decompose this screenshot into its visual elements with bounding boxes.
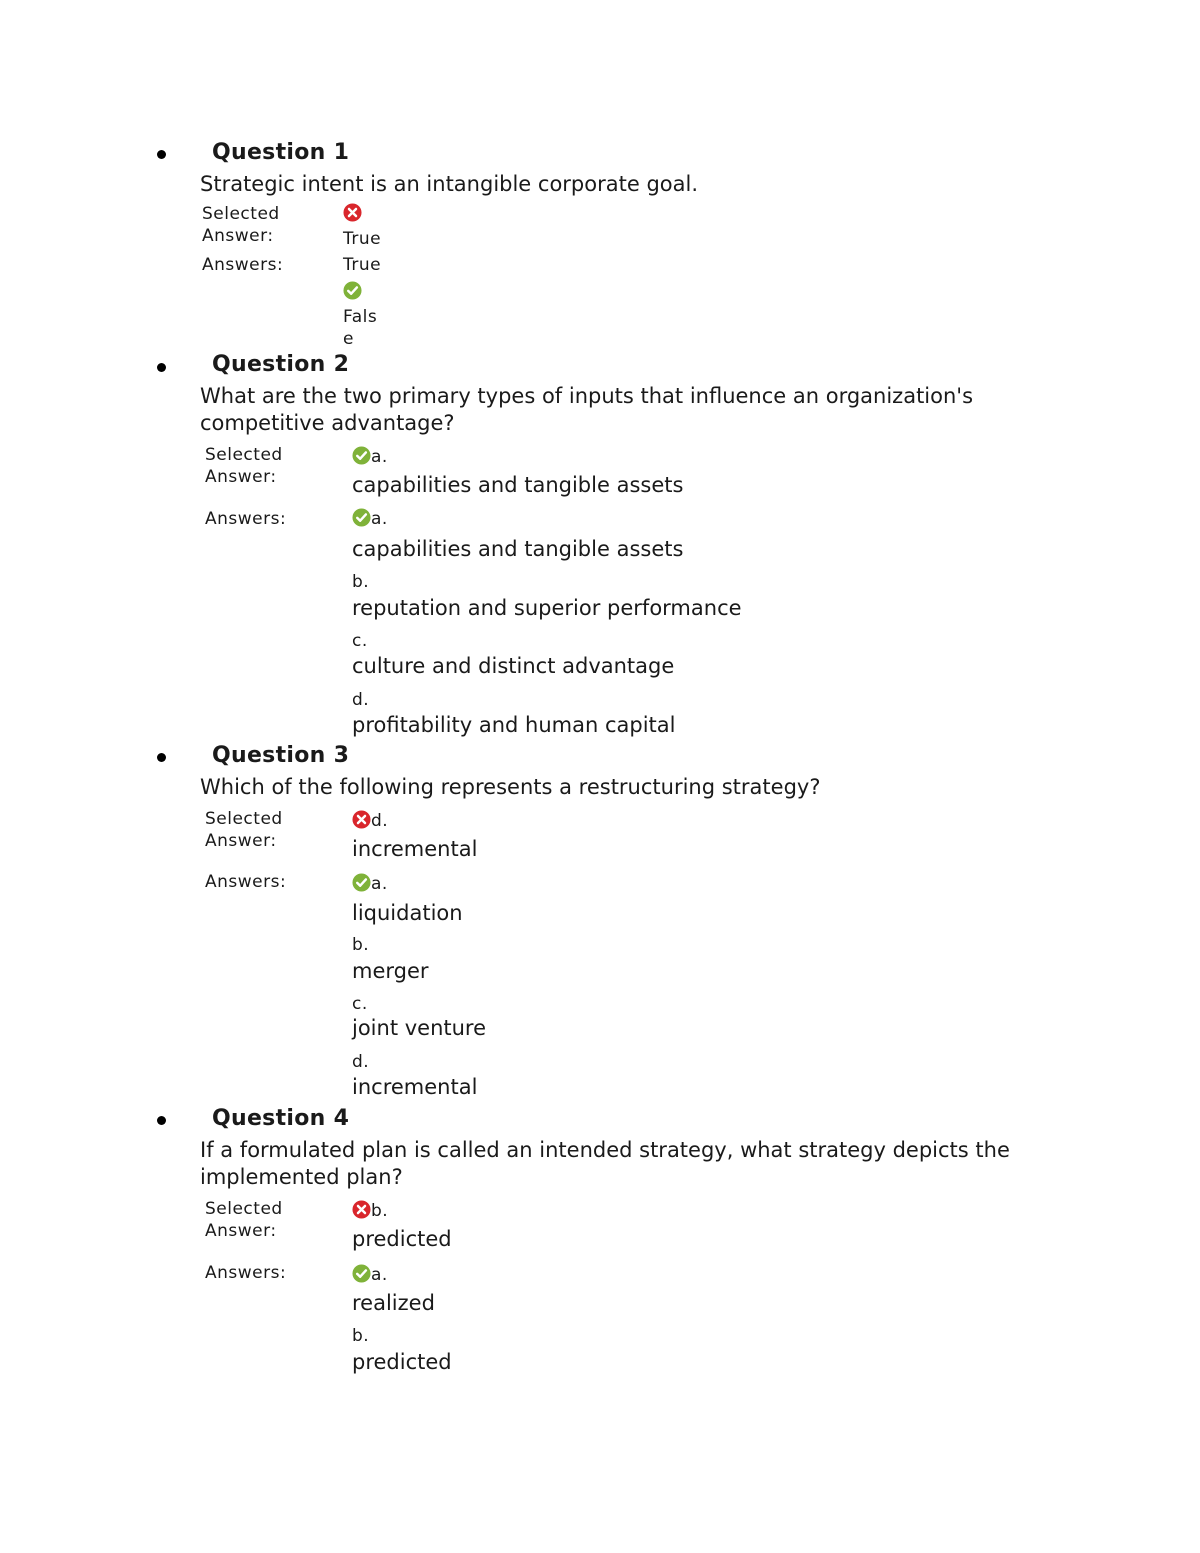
selected-answer-text: capabilities and tangible assets [352, 473, 684, 497]
answer-option: True [343, 255, 382, 275]
answer-option-text: joint venture [352, 1016, 487, 1040]
correct-icon [352, 1264, 371, 1283]
answer-option-text: predicted [352, 1350, 452, 1374]
answer-option-text: realized [352, 1291, 435, 1315]
answer-option-text: incremental [352, 1075, 478, 1099]
correct-icon [352, 508, 371, 527]
selected-answer-label: Selected Answer: [205, 445, 283, 487]
answers-label: Answers: [205, 872, 287, 892]
selected-answer-label: Selected Answer: [205, 809, 283, 851]
question-text: Strategic intent is an intangible corporate goal. [200, 172, 699, 196]
correct-icon [352, 873, 371, 892]
incorrect-icon [352, 810, 371, 829]
answer-option-text: capabilities and tangible assets [352, 537, 684, 561]
question-title: Question 2 [212, 352, 350, 377]
answer-option-text: reputation and superior performance [352, 596, 742, 620]
answer-option-text: liquidation [352, 901, 463, 925]
question-text: If a formulated plan is called an intended strategy, what strategy depicts the implemented plan? [200, 1138, 1010, 1189]
question-title: Question 3 [212, 743, 350, 768]
answer-option-text: profitability and human capital [352, 713, 676, 737]
selected-answer-value: True [343, 229, 382, 249]
answer-option-letter: a. [352, 1264, 388, 1286]
selected-answer-letter: d. [352, 810, 388, 832]
bullet [157, 150, 166, 159]
answer-option-letter: a. [352, 508, 388, 530]
answer-option-letter: d. [352, 1052, 370, 1072]
answer-option-letter: a. [352, 873, 388, 895]
answer-option: Fals e [343, 307, 378, 349]
answer-option-text: culture and distinct advantage [352, 654, 675, 678]
correct-icon [352, 446, 371, 465]
selected-answer-letter: b. [352, 1200, 388, 1222]
incorrect-icon [352, 1200, 371, 1219]
answer-option-letter: d. [352, 690, 370, 710]
question-text: Which of the following represents a restructuring strategy? [200, 775, 821, 799]
selected-answer-letter: a. [352, 446, 388, 468]
answer-option-letter: c. [352, 994, 368, 1014]
question-text: What are the two primary types of inputs that influence an organization's competitive advantage? [200, 384, 974, 435]
bullet [157, 363, 166, 372]
question-title: Question 1 [212, 140, 350, 165]
answers-label: Answers: [202, 255, 284, 275]
question-title: Question 4 [212, 1106, 350, 1131]
selected-answer-text: incremental [352, 837, 478, 861]
bullet [157, 1116, 166, 1125]
correct-icon [343, 281, 362, 300]
incorrect-icon [343, 203, 362, 222]
answer-option-letter: c. [352, 631, 368, 651]
answer-option-letter: b. [352, 935, 370, 955]
bullet [157, 753, 166, 762]
selected-answer-text: predicted [352, 1227, 452, 1251]
answer-option-letter: b. [352, 572, 370, 592]
answers-label: Answers: [205, 509, 287, 529]
answers-label: Answers: [205, 1263, 287, 1283]
selected-answer-label: Selected Answer: [205, 1199, 283, 1241]
selected-answer-label: Selected Answer: [202, 204, 280, 246]
answer-option-text: merger [352, 959, 429, 983]
answer-option-letter: b. [352, 1326, 370, 1346]
